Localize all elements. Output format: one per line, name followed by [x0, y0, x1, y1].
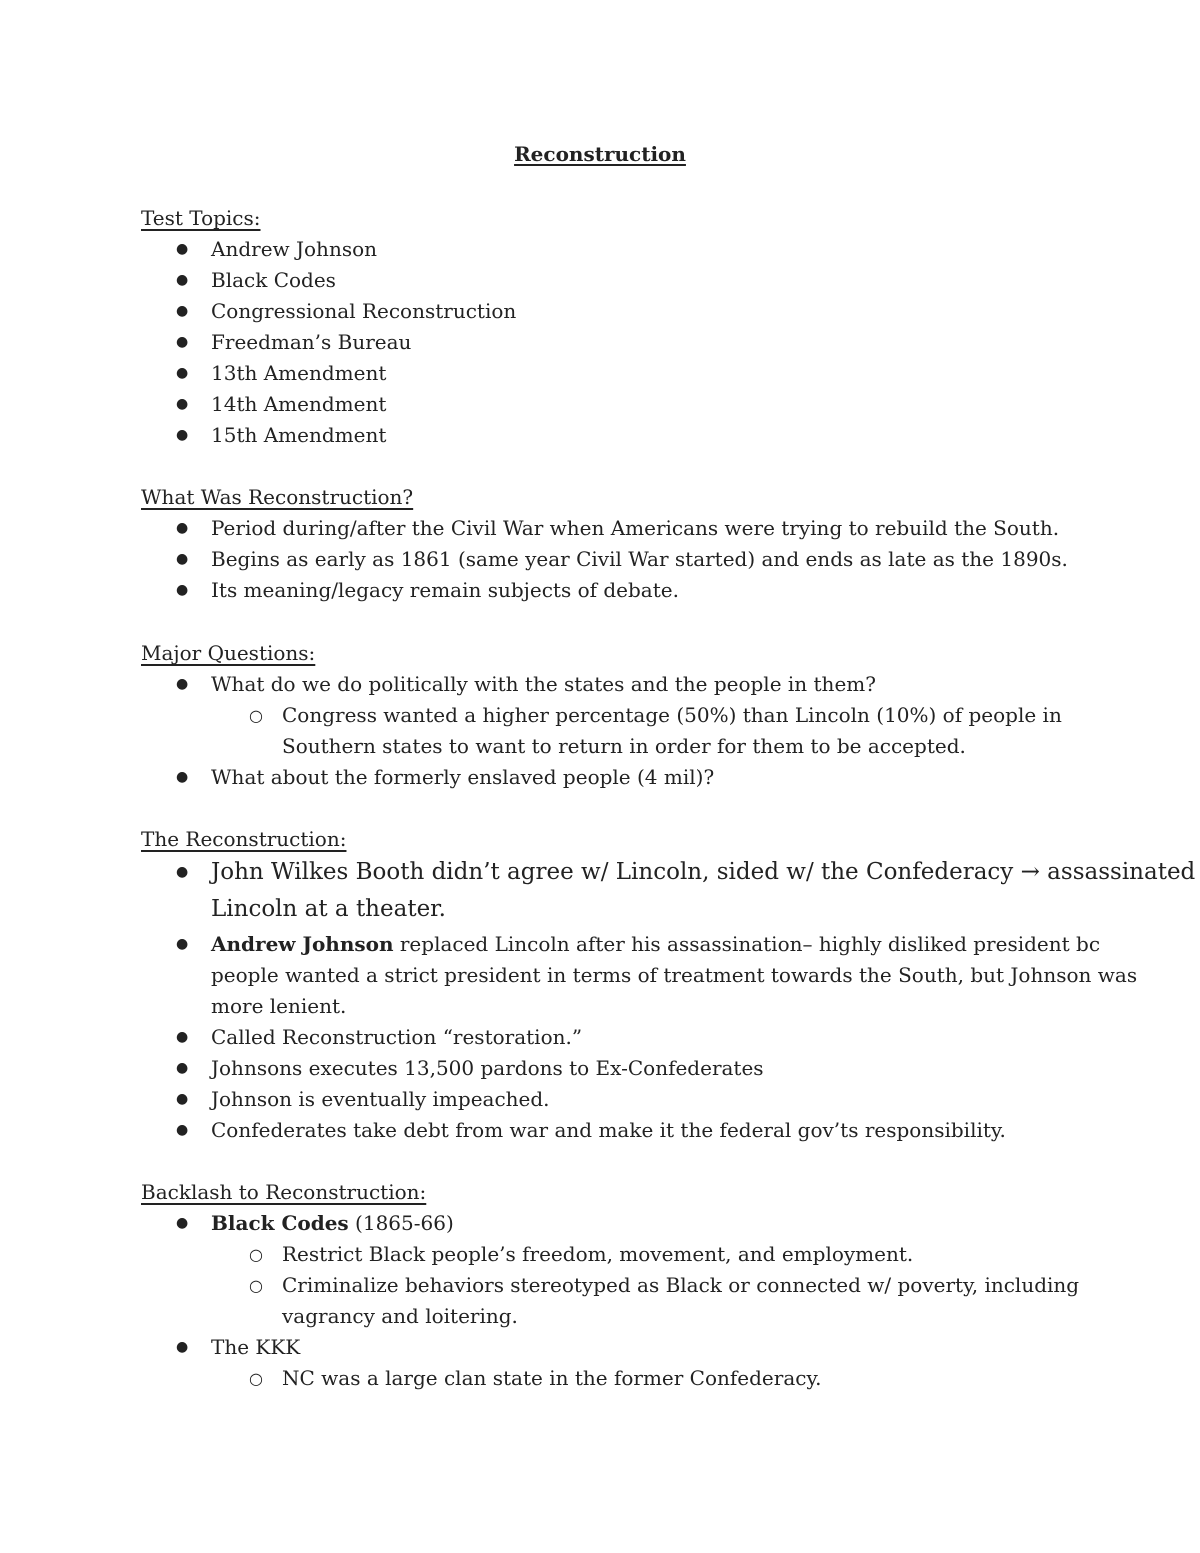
bullet-icon: ● [176, 676, 189, 692]
list-item: Johnson is eventually impeached. [211, 1087, 550, 1111]
bullet-icon: ● [176, 1029, 189, 1045]
sub-list-item: Congress wanted a higher percentage (50%) than Lincoln (10%) of people in [282, 703, 1062, 727]
section-heading-what-was-reconstruction: What Was Reconstruction? [141, 485, 414, 509]
list-item: Period during/after the Civil War when Americans were trying to rebuild the South. [211, 516, 1060, 540]
list-item: Freedman’s Bureau [211, 330, 412, 354]
bullet-icon: ● [176, 1339, 189, 1355]
list-item-continuation: people wanted a strict president in terms of treatment towards the South, but Johnson was [211, 963, 1138, 987]
sub-list-item: Restrict Black people’s freedom, movement, and employment. [282, 1242, 914, 1266]
document-title: Reconstruction [514, 142, 686, 166]
bullet-icon: ● [176, 365, 189, 381]
bullet-icon: ● [176, 396, 189, 412]
list-item: What do we do politically with the states and the people in them? [211, 672, 876, 696]
hollow-bullet-icon: ○ [249, 1245, 263, 1264]
list-item: Confederates take debt from war and make it the federal gov’ts responsibility. [211, 1118, 1006, 1142]
list-item: 15th Amendment [211, 423, 387, 447]
list-item: The KKK [211, 1335, 301, 1359]
list-item: Called Reconstruction “restoration.” [211, 1025, 583, 1049]
bold-term: Black Codes [211, 1211, 349, 1235]
section-heading-test-topics: Test Topics: [141, 206, 261, 230]
list-item [211, 1208, 454, 1239]
bullet-icon: ● [176, 427, 189, 443]
hollow-bullet-icon: ○ [249, 1369, 263, 1388]
hollow-bullet-icon: ○ [249, 1276, 263, 1295]
bullet-icon: ● [176, 303, 189, 319]
bullet-icon: ● [176, 551, 189, 567]
bullet-icon: ● [176, 334, 189, 350]
sub-list-item-continuation: vagrancy and loitering. [282, 1304, 518, 1328]
list-item: John Wilkes Booth didn’t agree w/ Lincoln, sided w/ the Confederacy → assassinated [211, 859, 1196, 885]
bullet-icon: ● [176, 241, 189, 257]
list-item-text: (1865-66) [348, 1211, 454, 1235]
list-item-text: replaced Lincoln after his assassination– highly disliked president bc [393, 932, 1101, 956]
list-item: Black Codes [211, 268, 336, 292]
list-item-continuation: more lenient. [211, 994, 347, 1018]
list-item: Begins as early as 1861 (same year Civil War started) and ends as late as the 1890s. [211, 547, 1068, 571]
bullet-icon: ● [176, 1215, 189, 1231]
list-item: Johnsons executes 13,500 pardons to Ex-Confederates [211, 1056, 764, 1080]
bullet-icon: ● [176, 769, 189, 785]
sub-list-item: Criminalize behaviors stereotyped as Black or connected w/ poverty, including [282, 1273, 1080, 1297]
bullet-icon: ● [176, 520, 189, 536]
list-item: 13th Amendment [211, 361, 387, 385]
bullet-icon: ● [176, 1091, 189, 1107]
list-item: Congressional Reconstruction [211, 299, 517, 323]
list-item: Andrew Johnson [211, 237, 378, 261]
section-heading-major-questions: Major Questions: [141, 641, 316, 665]
bullet-icon: ● [176, 272, 189, 288]
sub-list-item-continuation: Southern states to want to return in order for them to be accepted. [282, 734, 966, 758]
bullet-icon: ● [176, 1122, 189, 1138]
section-heading-backlash: Backlash to Reconstruction: [141, 1180, 427, 1204]
bullet-icon: ● [176, 582, 189, 598]
sub-list-item: NC was a large clan state in the former Confederacy. [282, 1366, 822, 1390]
bullet-icon: ● [176, 936, 189, 952]
bold-term: Andrew Johnson [211, 932, 394, 956]
hollow-bullet-icon: ○ [249, 706, 263, 725]
list-item: What about the formerly enslaved people (4 mil)? [211, 765, 715, 789]
section-heading-the-reconstruction: The Reconstruction: [141, 827, 347, 851]
bullet-icon: ● [176, 864, 189, 880]
list-item-continuation: Lincoln at a theater. [211, 896, 446, 922]
list-item [211, 929, 1100, 960]
list-item: Its meaning/legacy remain subjects of debate. [211, 578, 679, 602]
list-item: 14th Amendment [211, 392, 387, 416]
bullet-icon: ● [176, 1060, 189, 1076]
